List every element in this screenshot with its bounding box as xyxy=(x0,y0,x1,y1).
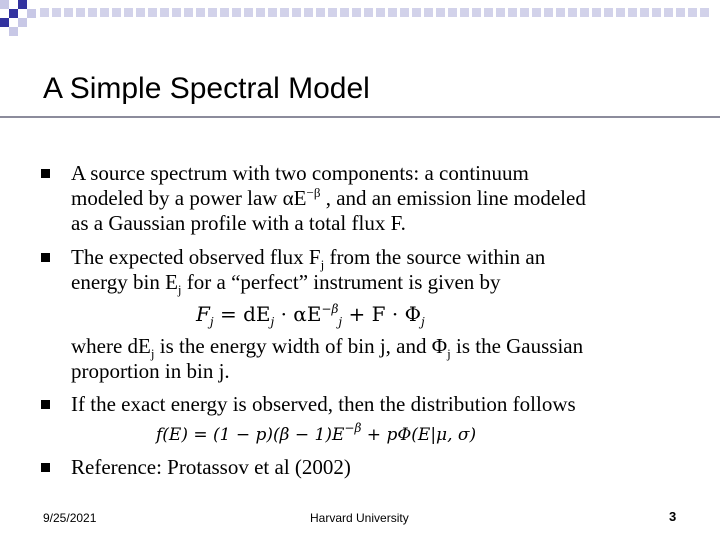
title-divider xyxy=(0,116,720,118)
bullet-marker xyxy=(41,463,50,472)
bullet-1-line-3: as a Gaussian profile with a total flux F. xyxy=(71,211,406,235)
bullet-1-line-2: modeled by a power law $\alpha E^{-\beta}$ , and an emission line modeled xyxy=(71,185,586,210)
continuation-line-1: where $dE_j$ is the energy width of bin j, and $\Phi_j$ is the Gaussian xyxy=(71,334,584,361)
flux-equation: $F_j = dE_j \cdot \alpha E^{-\beta}_j + F \cdot \Phi_j$ xyxy=(196,302,425,329)
decorative-squares xyxy=(0,0,720,40)
distribution-equation: $f(E) = (1 - p)(\beta - 1)E^{-\beta} + p\Phi(E|\mu$, σ) xyxy=(156,421,477,445)
bullet-marker xyxy=(41,400,50,409)
bullet-marker xyxy=(41,169,50,178)
bullet-2-line-1: The expected observed flux $F_j$ from the source within an xyxy=(71,245,546,272)
bullet-marker xyxy=(41,253,50,262)
continuation-line-2: proportion in bin j. xyxy=(71,359,230,383)
bullet-2-line-2: energy bin $E_j$ for a “perfect” instrument is given by xyxy=(71,270,501,297)
slide-number: 3 xyxy=(669,509,677,524)
footer-date: 9/25/2021 xyxy=(43,511,97,525)
reference-text: Reference: Protassov et al (2002) xyxy=(71,455,351,479)
footer-organization: Harvard University xyxy=(310,511,409,525)
bullet-3-text: If the exact energy is observed, then the distribution follows xyxy=(71,392,576,416)
slide-title: A Simple Spectral Model xyxy=(43,72,370,105)
bullet-1-line-1: A source spectrum with two components: a continuum xyxy=(71,161,529,185)
